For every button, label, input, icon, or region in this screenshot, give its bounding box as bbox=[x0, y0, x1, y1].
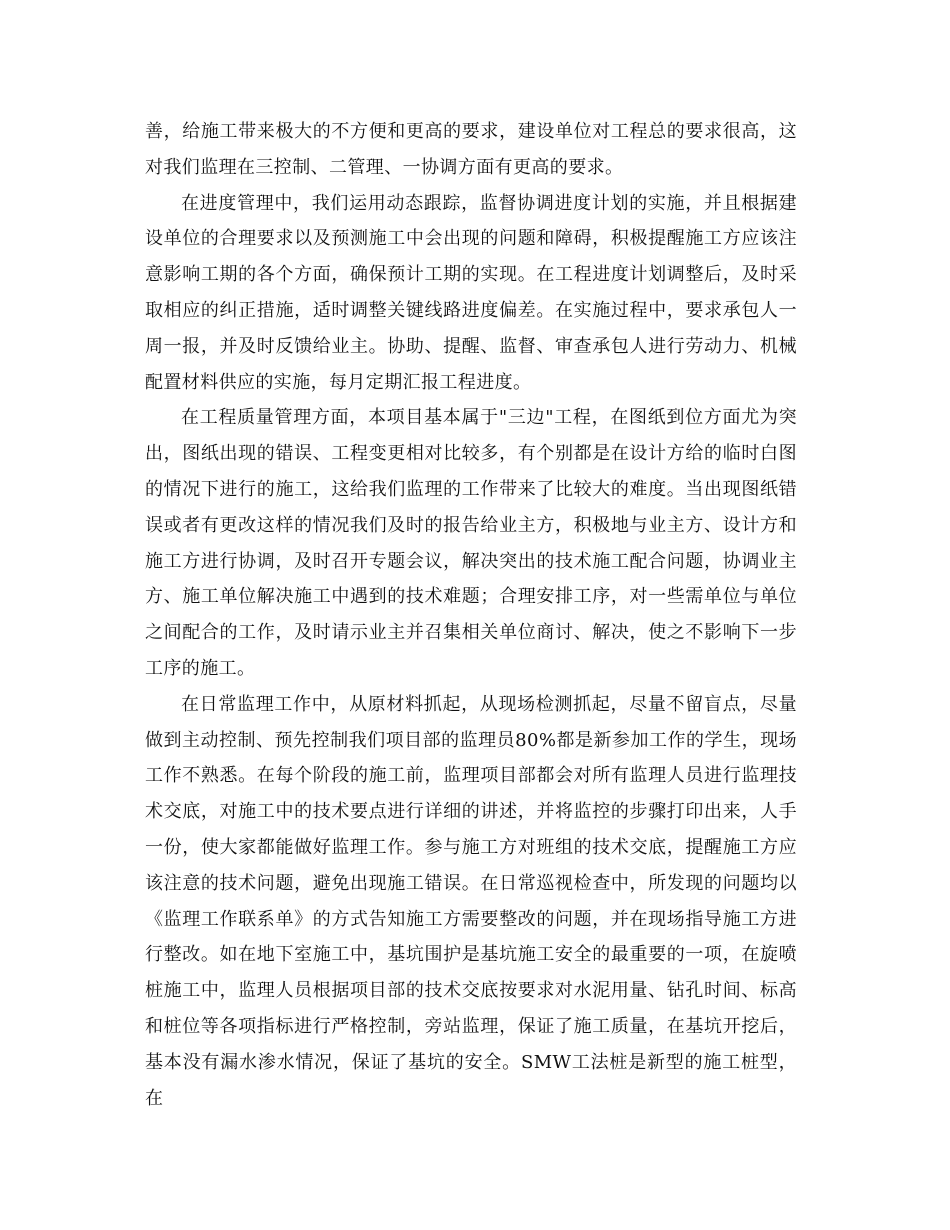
paragraph-daily-supervision: 在日常监理工作中，从原材料抓起，从现场检测抓起，尽量不留盲点，尽量做到主动控制、预先控制我们项目部的监理员80%都是新参加工作的学生，现场工作不熟悉。在每个阶段的施工前，监理项目部都会对所有监理人员进行监理技术交底，对施工中的技术要点进行详细的讲述，并将监控的步骤打印出来，人手一份，使大家都能做好监理工作。参与施工方对班组的技术交底，提醒施工方应该注意的技术问题，避免出现施工错误。在日常巡视检查中，所发现的问题均以《监理工作联系单》的方式告知施工方需要整改的问题，并在现场指导施工方进行整改。如在地下室施工中，基坑围护是基坑施工安全的最重要的一项，在旋喷桩施工中，监理人员根据项目部的技术交底按要求对水泥用量、钻孔时间、标高和桩位等各项指标进行严格控制，旁站监理，保证了施工质量，在基坑开挖后，基本没有漏水渗水情况，保证了基坑的安全。SMW工法桩是新型的施工桩型，在 bbox=[145, 693, 797, 1109]
paragraph-quality-management: 在工程质量管理方面，本项目基本属于"三边"工程，在图纸到位方面尤为突出，图纸出现的错误、工程变更相对比较多，有个别都是在设计方给的临时白图的情况下进行的施工，这给我们监理的工作带来了比较大的难度。当出现图纸错误或者有更改这样的情况我们及时的报告给业主方，积极地与业主方、设计方和施工方进行协调，及时召开专题会议，解决突出的技术施工配合问题，协调业主方、施工单位解决施工中遇到的技术难题；合理安排工序，对一些需单位与单位之间配合的工作，及时请示业主并召集相关单位商讨、解决，使之不影响下一步工序的施工。 bbox=[145, 407, 797, 679]
paragraph-schedule-management: 在进度管理中，我们运用动态跟踪，监督协调进度计划的实施，并且根据建设单位的合理要求以及预测施工中会出现的问题和障碍，积极提醒施工方应该注意影响工期的各个方面，确保预计工期的实现。在工程进度计划调整后，及时采取相应的纠正措施，适时调整关键线路进度偏差。在实施过程中，要求承包人一周一报，并及时反馈给业主。协助、提醒、监督、审查承包人进行劳动力、机械配置材料供应的实施，每月定期汇报工程进度。 bbox=[145, 192, 797, 393]
paragraph-continuation: 善，给施工带来极大的不方便和更高的要求，建设单位对工程总的要求很高，这对我们监理在三控制、二管理、一协调方面有更高的要求。 bbox=[145, 121, 797, 178]
document-body bbox=[145, 114, 797, 1116]
